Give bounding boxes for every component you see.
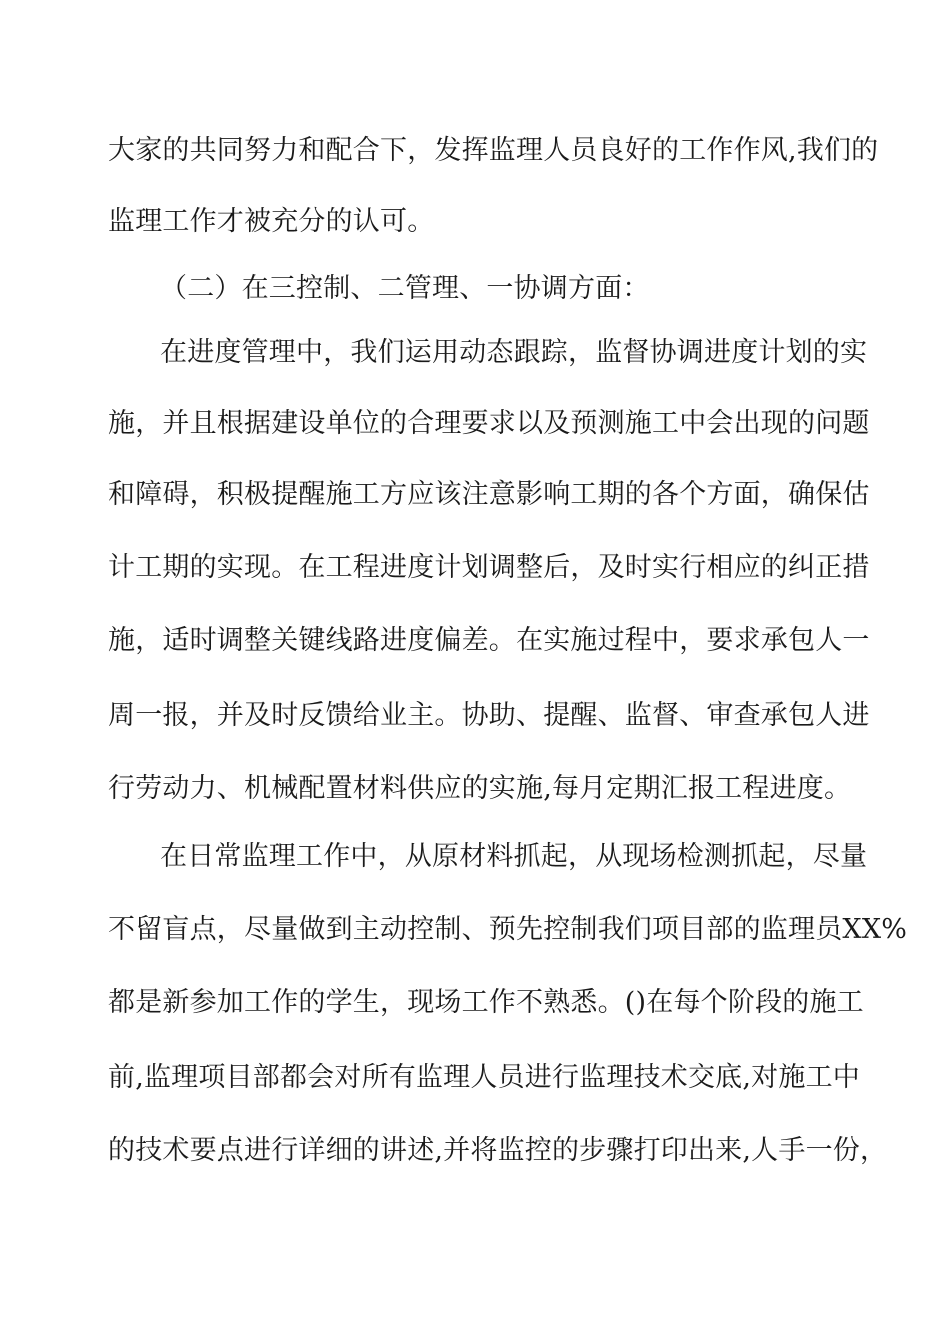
paragraph-1-line-5: 施，适时调整关键线路进度偏差。在实施过程中，要求承包人一: [108, 625, 870, 656]
paragraph-2-line-4: 前,监理项目部都会对所有监理人员进行监理技术交底,对施工中: [108, 1062, 860, 1093]
paragraph-2-line-1: 在日常监理工作中，从原材料抓起，从现场检测抓起，尽量: [160, 841, 868, 872]
paragraph-1-line-3: 和障碍，积极提醒施工方应该注意影响工期的各个方面，确保估: [108, 479, 870, 510]
text-line-1: 大家的共同努力和配合下，发挥监理人员良好的工作作风,我们的: [108, 135, 879, 166]
paragraph-1-line-7: 行劳动力、机械配置材料供应的实施,每月定期汇报工程进度。: [108, 773, 852, 804]
paragraph-1-line-4: 计工期的实现。在工程进度计划调整后，及时实行相应的纠正措: [108, 552, 870, 583]
paragraph-1-line-6: 周一报，并及时反馈给业主。协助、提醒、监督、审查承包人进: [108, 700, 870, 731]
paragraph-2-line-3: 都是新参加工作的学生，现场工作不熟悉。()在每个阶段的施工: [108, 987, 864, 1018]
paragraph-1-line-1: 在进度管理中，我们运用动态跟踪，监督协调进度计划的实: [160, 337, 868, 368]
text-line-2: 监理工作才被充分的认可。: [108, 206, 435, 237]
section-heading: （二）在三控制、二管理、一协调方面：: [160, 273, 650, 304]
paragraph-2-line-2: 不留盲点，尽量做到主动控制、预先控制我们项目部的监理员XX%: [108, 914, 908, 945]
paragraph-1-line-2: 施，并且根据建设单位的合理要求以及预测施工中会出现的问题: [108, 408, 870, 439]
paragraph-2-line-5: 的技术要点进行详细的讲述,并将监控的步骤打印出来,人手一份，: [108, 1135, 888, 1166]
